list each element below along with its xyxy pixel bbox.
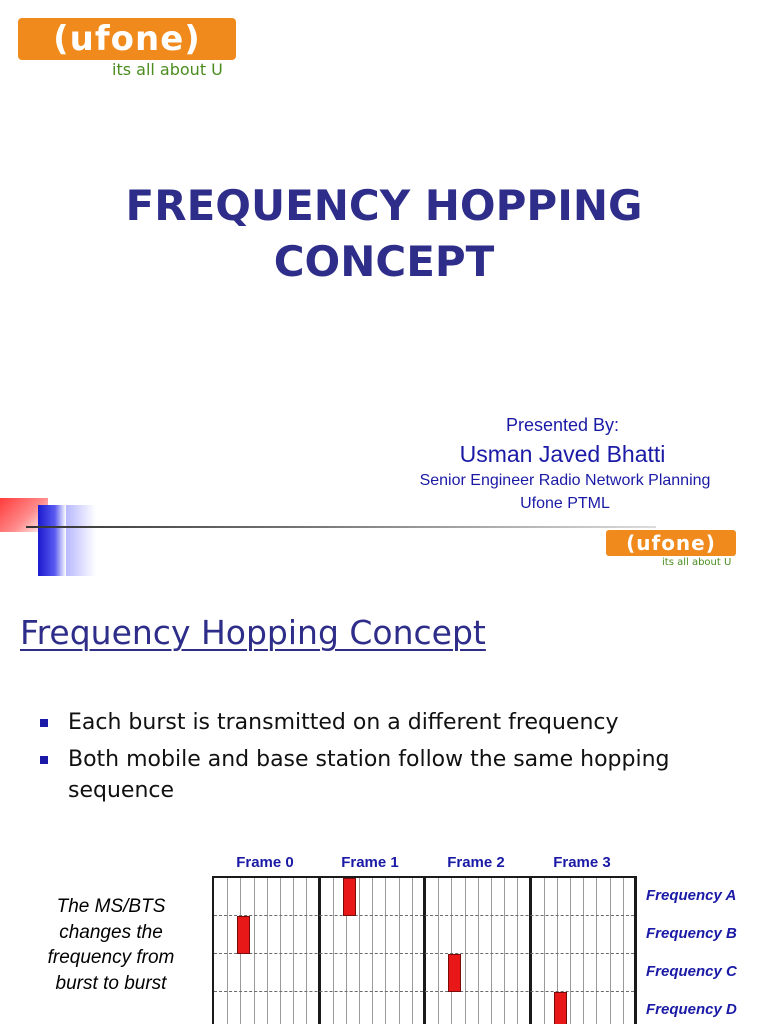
frame-label-1: Frame 1 xyxy=(341,854,399,871)
content-slide xyxy=(0,576,768,1024)
ufone-logo xyxy=(18,18,248,84)
timeslot-line xyxy=(451,878,452,1024)
timeslot-line xyxy=(478,878,479,1024)
frequency-row-line xyxy=(214,915,634,916)
frequency-label-a: Frequency A xyxy=(646,887,737,904)
timeslot-line xyxy=(280,878,281,1024)
timeslot-line xyxy=(623,878,624,1024)
title-line-1: FREQUENCY HOPPING xyxy=(125,181,643,230)
bullet-item xyxy=(40,744,730,806)
presenter-role: Senior Engineer Radio Network Planning xyxy=(419,472,711,489)
title-line-2: CONCEPT xyxy=(273,237,495,286)
timeslot-line xyxy=(372,878,373,1024)
timeslot-line xyxy=(570,878,571,1024)
logo-badge-small xyxy=(606,530,736,556)
burst-marker xyxy=(554,992,567,1024)
timeslot-line xyxy=(412,878,413,1024)
bullet-square-icon xyxy=(40,719,48,727)
timeslot-line xyxy=(227,878,228,1024)
frame-label-2: Frame 2 xyxy=(447,854,505,871)
bullet-item xyxy=(40,707,730,738)
ufone-logo-small xyxy=(606,530,746,572)
timeslot-line xyxy=(267,878,268,1024)
presented-by-label: Presented By: xyxy=(505,415,620,435)
timeslot-line xyxy=(306,878,307,1024)
logo-wordmark-small: (ufone) xyxy=(626,531,716,555)
corner-blue-fade xyxy=(66,505,96,576)
frame-divider xyxy=(634,876,637,1024)
frequency-row-line xyxy=(214,991,634,992)
logo-wordmark: (ufone) xyxy=(53,19,201,59)
burst-marker xyxy=(237,916,250,954)
timeslot-line xyxy=(610,878,611,1024)
divider-line xyxy=(26,526,656,528)
timeslot-line xyxy=(517,878,518,1024)
bullet-list xyxy=(40,707,730,812)
timeslot-line xyxy=(293,878,294,1024)
timeslot-line xyxy=(333,878,334,1024)
frequency-label-c: Frequency C xyxy=(646,963,737,980)
slide-title xyxy=(0,178,768,290)
bullet-text: Each burst is transmitted on a different frequency xyxy=(68,710,619,735)
timeslot-line xyxy=(491,878,492,1024)
logo-tagline: its all about U xyxy=(112,60,223,79)
timeslot-line xyxy=(359,878,360,1024)
frame-divider xyxy=(318,876,321,1024)
frequency-label-d: Frequency D xyxy=(646,1001,737,1018)
presenter-name: Usman Javed Bhatti xyxy=(459,441,666,467)
bullet-square-icon xyxy=(40,756,48,764)
timeslot-line xyxy=(254,878,255,1024)
timeslot-line xyxy=(399,878,400,1024)
frame-divider xyxy=(529,876,532,1024)
bullet-text: Both mobile and base station follow the same hopping sequence xyxy=(68,747,670,803)
timeslot-line xyxy=(583,878,584,1024)
presenter-organization: Ufone PTML xyxy=(520,495,610,512)
frequency-label-b: Frequency B xyxy=(646,925,737,942)
timeslot-line xyxy=(438,878,439,1024)
frame-label-0: Frame 0 xyxy=(236,854,294,871)
frequency-row-line xyxy=(214,953,634,954)
corner-blue-bar xyxy=(38,505,66,576)
logo-tagline-small: its all about U xyxy=(662,557,732,568)
timeslot-line xyxy=(596,878,597,1024)
burst-marker xyxy=(343,878,356,916)
timeslot-line xyxy=(465,878,466,1024)
logo-badge xyxy=(18,18,236,60)
hopping-note: The MS/BTS changes the frequency from burst to burst xyxy=(47,896,175,994)
frame-label-3: Frame 3 xyxy=(553,854,611,871)
timeslot-line xyxy=(385,878,386,1024)
burst-marker xyxy=(448,954,461,992)
timeslot-line xyxy=(544,878,545,1024)
slide-title: Frequency Hopping Concept xyxy=(20,613,486,652)
timeslot-line xyxy=(504,878,505,1024)
frame-divider xyxy=(423,876,426,1024)
